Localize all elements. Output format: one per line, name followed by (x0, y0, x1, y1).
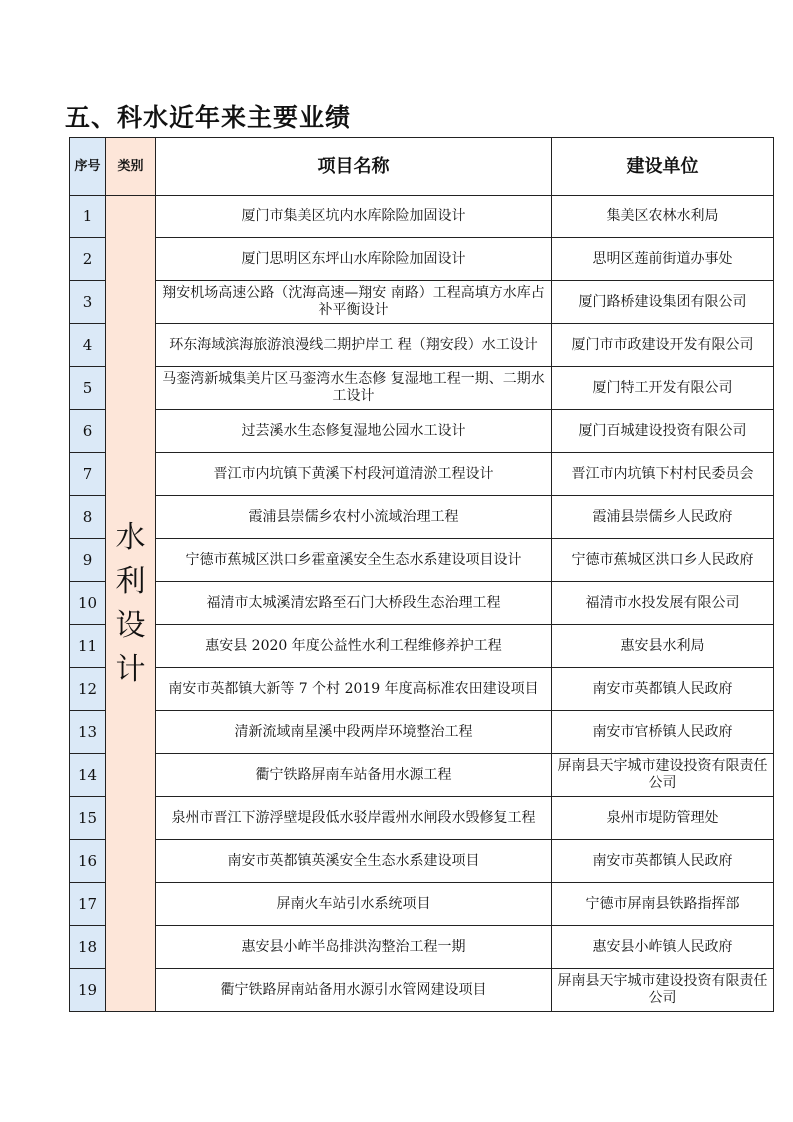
construction-unit: 厦门百城建设投资有限公司 (552, 410, 774, 453)
table-row (70, 625, 774, 668)
table-row (70, 883, 774, 926)
row-no: 10 (70, 582, 106, 625)
project-name: 衢宁铁路屏南站备用水源引水管网建设项目 (156, 969, 552, 1012)
row-no: 6 (70, 410, 106, 453)
row-no: 8 (70, 496, 106, 539)
project-name: 南安市英都镇大新等 7 个村 2019 年度高标准农田建设项目 (156, 668, 552, 711)
table-row (70, 196, 774, 238)
construction-unit: 霞浦县崇儒乡人民政府 (552, 496, 774, 539)
table-header-row (70, 138, 774, 196)
row-no: 19 (70, 969, 106, 1012)
construction-unit: 宁德市屏南县铁路指挥部 (552, 883, 774, 926)
row-no: 16 (70, 840, 106, 883)
construction-unit: 厦门路桥建设集团有限公司 (552, 281, 774, 324)
project-name: 厦门思明区东坪山水库除险加固设计 (156, 238, 552, 281)
table-row (70, 496, 774, 539)
project-name: 屏南火车站引水系统项目 (156, 883, 552, 926)
header-no: 序号 (70, 138, 106, 196)
row-no: 15 (70, 797, 106, 840)
project-name: 泉州市晋江下游浮壁堤段低水驳岸霞州水闸段水毁修复工程 (156, 797, 552, 840)
table-row (70, 582, 774, 625)
construction-unit: 南安市英都镇人民政府 (552, 668, 774, 711)
construction-unit: 晋江市内坑镇下村村民委员会 (552, 453, 774, 496)
table-row (70, 281, 774, 324)
row-no: 17 (70, 883, 106, 926)
project-name: 南安市英都镇英溪安全生态水系建设项目 (156, 840, 552, 883)
row-no: 3 (70, 281, 106, 324)
project-name: 霞浦县崇儒乡农村小流域治理工程 (156, 496, 552, 539)
table-row (70, 969, 774, 1012)
table-row (70, 926, 774, 969)
project-name: 环东海域滨海旅游浪漫线二期护岸工 程（翔安段）水工设计 (156, 324, 552, 367)
table-row (70, 367, 774, 410)
row-no: 14 (70, 754, 106, 797)
row-no: 2 (70, 238, 106, 281)
construction-unit: 厦门市市政建设开发有限公司 (552, 324, 774, 367)
project-name: 晋江市内坑镇下黄溪下村段河道清淤工程设计 (156, 453, 552, 496)
table-row (70, 668, 774, 711)
row-no: 4 (70, 324, 106, 367)
header-project: 项目名称 (156, 138, 552, 196)
construction-unit: 宁德市蕉城区洪口乡人民政府 (552, 539, 774, 582)
project-name: 翔安机场高速公路（沈海高速—翔安 南路）工程高填方水库占补平衡设计 (156, 281, 552, 324)
project-name: 马銮湾新城集美片区马銮湾水生态修 复湿地工程一期、二期水工设计 (156, 367, 552, 410)
page-title: 五、科水近年来主要业绩 (65, 103, 352, 132)
project-name: 惠安县小岞半岛排洪沟整治工程一期 (156, 926, 552, 969)
table-row (70, 797, 774, 840)
construction-unit: 厦门特工开发有限公司 (552, 367, 774, 410)
row-no: 18 (70, 926, 106, 969)
table-row (70, 453, 774, 496)
project-name: 清新流域南星溪中段两岸环境整治工程 (156, 711, 552, 754)
construction-unit: 福清市水投发展有限公司 (552, 582, 774, 625)
table-row (70, 754, 774, 797)
construction-unit: 南安市英都镇人民政府 (552, 840, 774, 883)
category-label: 水利设计 (115, 519, 146, 687)
category-cell (106, 196, 156, 1012)
project-name: 惠安县 2020 年度公益性水利工程维修养护工程 (156, 625, 552, 668)
header-category: 类别 (106, 138, 156, 196)
construction-unit: 南安市官桥镇人民政府 (552, 711, 774, 754)
table-row (70, 539, 774, 582)
projects-table (69, 137, 774, 1012)
row-no: 7 (70, 453, 106, 496)
construction-unit: 思明区莲前街道办事处 (552, 238, 774, 281)
construction-unit: 集美区农林水利局 (552, 196, 774, 238)
construction-unit: 屏南县天宇城市建设投资有限责任公司 (552, 969, 774, 1012)
table-row (70, 840, 774, 883)
construction-unit: 屏南县天宇城市建设投资有限责任公司 (552, 754, 774, 797)
row-no: 1 (70, 196, 106, 238)
project-name: 厦门市集美区坑内水库除险加固设计 (156, 196, 552, 238)
row-no: 13 (70, 711, 106, 754)
row-no: 11 (70, 625, 106, 668)
project-name: 宁德市蕉城区洪口乡霍童溪安全生态水系建设项目设计 (156, 539, 552, 582)
project-name: 福清市太城溪清宏路至石门大桥段生态治理工程 (156, 582, 552, 625)
table-row (70, 410, 774, 453)
table-row (70, 711, 774, 754)
row-no: 9 (70, 539, 106, 582)
header-unit: 建设单位 (552, 138, 774, 196)
construction-unit: 惠安县小岞镇人民政府 (552, 926, 774, 969)
construction-unit: 惠安县水利局 (552, 625, 774, 668)
construction-unit: 泉州市堤防管理处 (552, 797, 774, 840)
table-row (70, 324, 774, 367)
row-no: 5 (70, 367, 106, 410)
table-row (70, 238, 774, 281)
project-name: 过芸溪水生态修复湿地公园水工设计 (156, 410, 552, 453)
project-name: 衢宁铁路屏南车站备用水源工程 (156, 754, 552, 797)
row-no: 12 (70, 668, 106, 711)
